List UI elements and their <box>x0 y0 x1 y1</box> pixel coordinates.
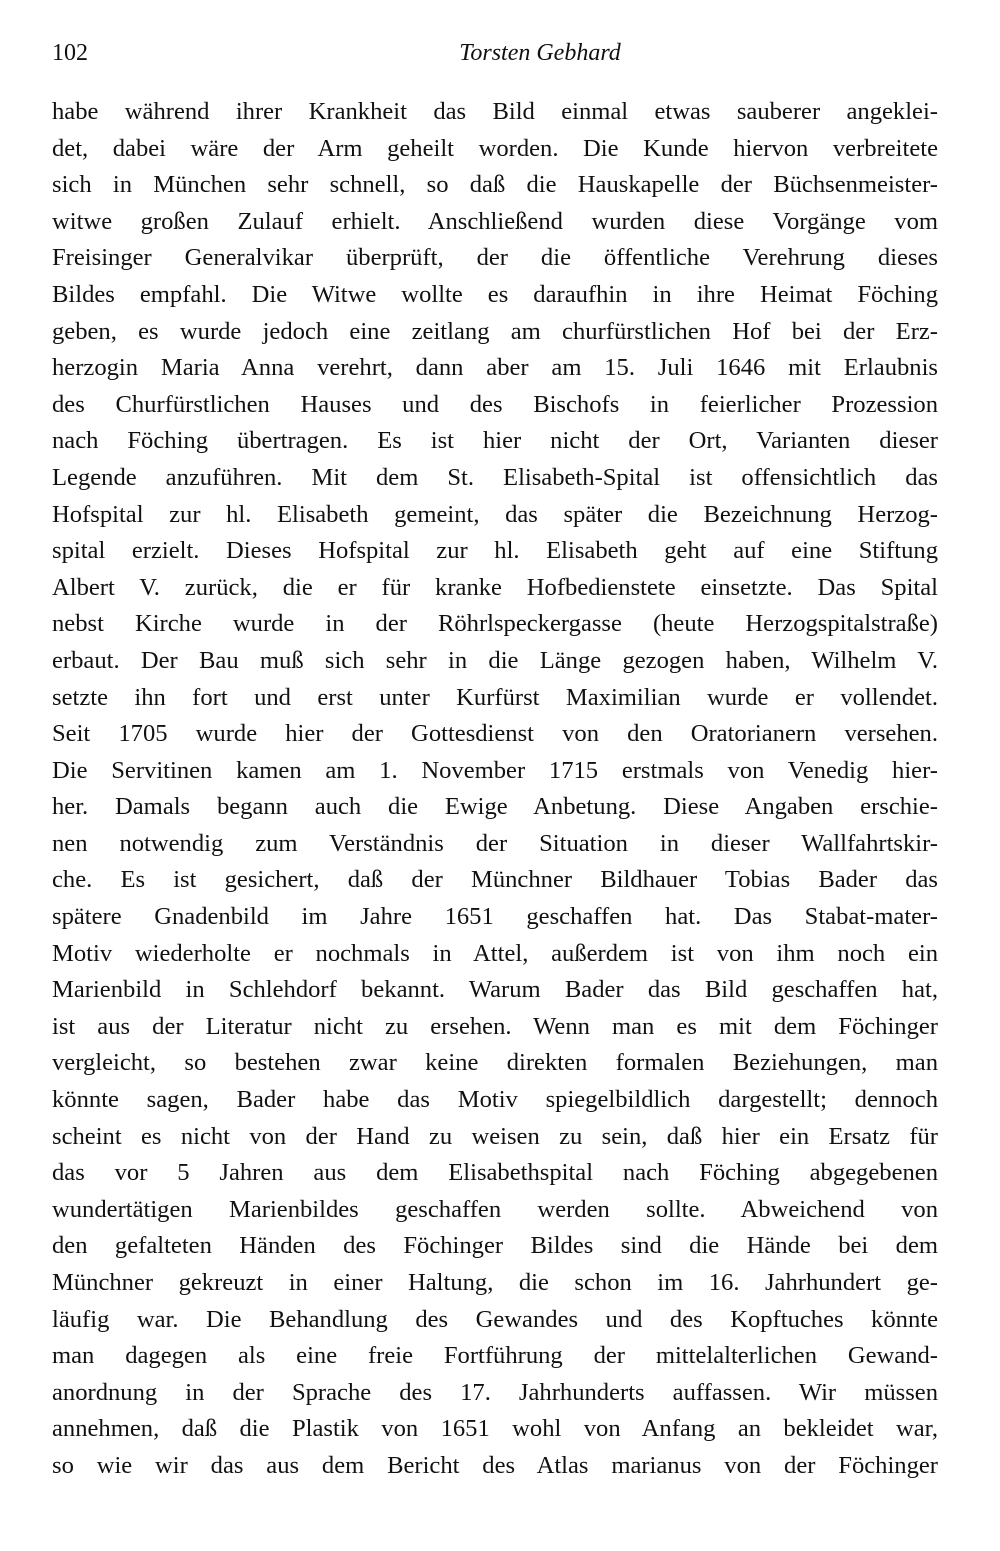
text-line: Die Servitinen kamen am 1. November 1715 erstmals von Venedig hier- <box>52 756 938 784</box>
running-title: Torsten Gebhard <box>459 40 621 66</box>
text-line: nen notwendig zum Verständnis der Situation in dieser Wallfahrtskir- <box>52 829 938 857</box>
text-line: den gefalteten Händen des Föchinger Bildes sind die Hände bei dem <box>52 1232 938 1260</box>
text-line: setzte ihn fort und erst unter Kurfürst Maximilian wurde er vollendet. <box>52 683 938 711</box>
text-line: Freisinger Generalvikar überprüft, der die öffentliche Verehrung dieses <box>52 244 938 272</box>
text-line: habe während ihrer Krankheit das Bild einmal etwas sauberer angeklei- <box>52 98 938 125</box>
text-line: nach Föching übertragen. Es ist hier nicht der Ort, Varianten dieser <box>52 427 938 455</box>
text-line: anordnung in der Sprache des 17. Jahrhunderts auffassen. Wir müssen <box>52 1378 938 1406</box>
text-line: erbaut. Der Bau muß sich sehr in die Länge gezogen haben, Wilhelm V. <box>52 646 938 674</box>
text-line: geben, es wurde jedoch eine zeitlang am churfürstlichen Hof bei der Erz- <box>52 317 938 345</box>
body-text <box>52 94 938 1485</box>
book-page <box>52 40 938 1479</box>
text-line: läufig war. Die Behandlung des Gewandes und des Kopftuches könnte <box>52 1305 938 1333</box>
text-line: Bildes empfahl. Die Witwe wollte es daraufhin in ihre Heimat Föching <box>52 280 938 308</box>
text-line: witwe großen Zulauf erhielt. Anschließend wurden diese Vorgänge vom <box>52 207 938 235</box>
text-line: spital erzielt. Dieses Hofspital zur hl. Elisabeth geht auf eine Stiftung <box>52 537 938 565</box>
text-line: Marienbild in Schlehdorf bekannt. Warum Bader das Bild geschaffen hat, <box>52 976 938 1004</box>
text-line: Albert V. zurück, die er für kranke Hofbedienstete einsetzte. Das Spital <box>52 573 938 601</box>
text-line: her. Damals begann auch die Ewige Anbetung. Diese Angaben erschie- <box>52 793 938 821</box>
text-line: spätere Gnadenbild im Jahre 1651 geschaffen hat. Das Stabat-mater- <box>52 903 938 931</box>
text-line: annehmen, daß die Plastik von 1651 wohl von Anfang an bekleidet war, <box>52 1415 938 1443</box>
text-line: das vor 5 Jahren aus dem Elisabethspital nach Föching abgegebenen <box>52 1159 938 1187</box>
text-line: so wie wir das aus dem Bericht des Atlas marianus von der Föchinger <box>52 1451 938 1479</box>
running-header <box>52 40 938 80</box>
text-line: det, dabei wäre der Arm geheilt worden. Die Kunde hiervon verbreitete <box>52 134 938 162</box>
text-line: des Churfürstlichen Hauses und des Bischofs in feierlicher Prozession <box>52 390 938 418</box>
page-number: 102 <box>52 40 88 66</box>
text-line: nebst Kirche wurde in der Röhrlspeckergasse (heute Herzogspitalstraße) <box>52 610 938 638</box>
text-line: wundertätigen Marienbildes geschaffen werden sollte. Abweichend von <box>52 1195 938 1223</box>
text-line: Motiv wiederholte er nochmals in Attel, außerdem ist von ihm noch ein <box>52 939 938 967</box>
text-line: könnte sagen, Bader habe das Motiv spiegelbildlich dargestellt; dennoch <box>52 1086 938 1114</box>
text-line: Hofspital zur hl. Elisabeth gemeint, das später die Bezeichnung Herzog- <box>52 500 938 528</box>
text-line: ist aus der Literatur nicht zu ersehen. Wenn man es mit dem Föchinger <box>52 1012 938 1040</box>
text-line: Seit 1705 wurde hier der Gottesdienst von den Oratorianern versehen. <box>52 720 938 748</box>
text-line: scheint es nicht von der Hand zu weisen zu sein, daß hier ein Ersatz für <box>52 1122 938 1150</box>
text-line: sich in München sehr schnell, so daß die Hauskapelle der Büchsenmeister- <box>52 171 938 199</box>
text-line: vergleicht, so bestehen zwar keine direkten formalen Beziehungen, man <box>52 1049 938 1077</box>
text-line: che. Es ist gesichert, daß der Münchner Bildhauer Tobias Bader das <box>52 866 938 894</box>
text-line: Münchner gekreuzt in einer Haltung, die schon im 16. Jahrhundert ge- <box>52 1269 938 1296</box>
text-line: man dagegen als eine freie Fortführung der mittelalterlichen Gewand- <box>52 1342 938 1370</box>
text-line: Legende anzuführen. Mit dem St. Elisabeth-Spital ist offensichtlich das <box>52 463 938 491</box>
text-line: herzogin Maria Anna verehrt, dann aber am 15. Juli 1646 mit Erlaubnis <box>52 354 938 382</box>
